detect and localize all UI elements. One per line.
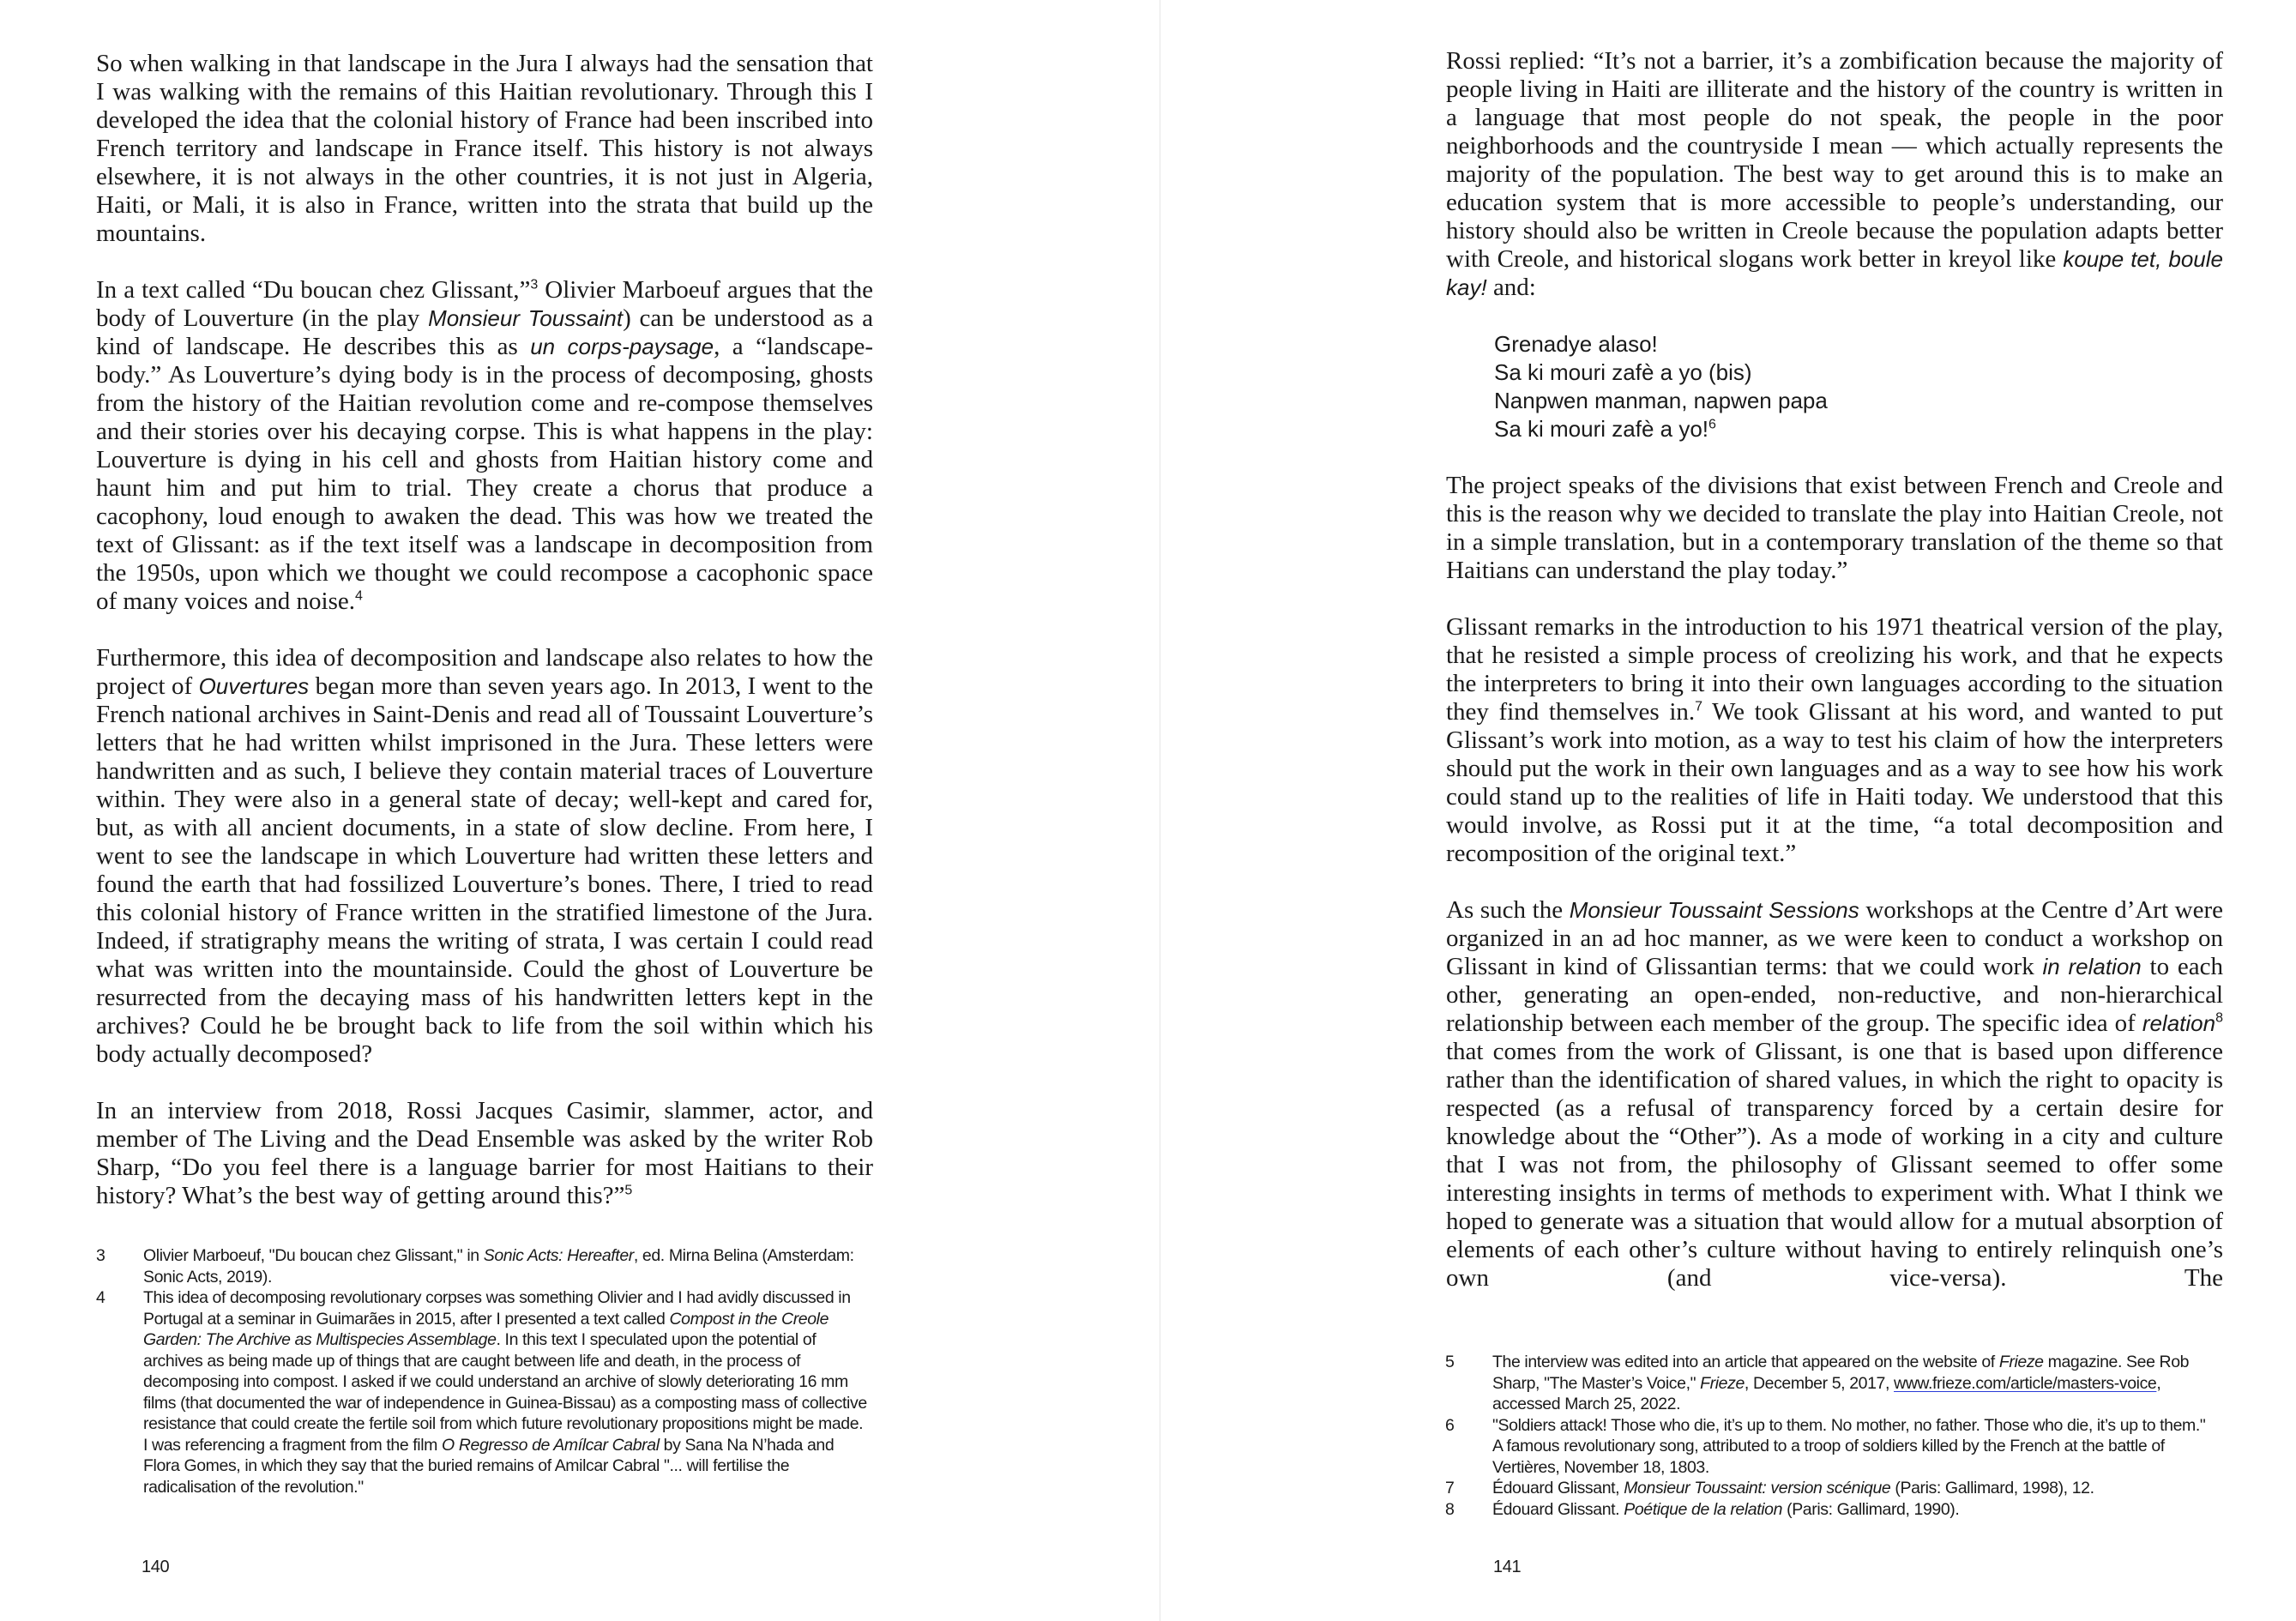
paragraph	[96, 1097, 873, 1210]
footnote	[1445, 1478, 2217, 1499]
text-run: This idea of decomposing revolutionary corpses was something Olivier and I had avidly discussed in Portugal at a seminar in Guimarães in 2015, after I presented a text called	[143, 1288, 851, 1329]
paragraphs-after-song	[1446, 472, 2223, 1293]
footnote	[1445, 1415, 2217, 1479]
footnote-number: 7	[1445, 1479, 1455, 1497]
footnote-text	[143, 1245, 868, 1287]
text-run: ) can be understood as a kind of landscape. He describes this as	[96, 304, 873, 360]
text-run: Édouard Glissant,	[1492, 1479, 1624, 1497]
text-run: began more than seven years ago. In 2013, I went to the French national archives in Saint-Denis and read all of Toussaint Louverture’s letters that he had written whilst imprisoned in the Jura. These letters were handwritten and as such, I believe they contain material traces of Louverture within. They were also in a general state of decay; well-kept and cared for, but, as with all ancient documents, in a state of slow decline. From here, I went to see the landscape in which Louverture had written these letters and found the earth that had fossilized Louverture’s bones. There, I tried to read this colonial history of France written in the stratified limestone of the Jura. Indeed, if stratigraphy means the writing of strata, I was certain I could read what was written into the mountainside. Could the ghost of Louverture be resurrected from the decaying mass of his handwritten letters kept in the archives? Could he be brought back to life from the soil within which his body actually decomposed?	[96, 672, 873, 1068]
text-run: The interview was edited into an article that appeared on the website of	[1492, 1353, 1999, 1371]
footnote	[96, 1245, 868, 1287]
left-body-text	[96, 50, 873, 1238]
text-run: to each other, generating an open-ended, non-reductive, and non-hierarchical relationship between each member of the group. The specific idea of	[1446, 953, 2224, 1037]
footnote-text	[1492, 1478, 2217, 1499]
song-line-text: Sa ki mouri zafè a yo!	[1494, 416, 1708, 442]
text-run: We took Glissant at his word, and wanted to put Glissant’s work into motion, as a way to test his claim of how the interpreters should put the work in their own languages and as a way to see how his work could stand up to the realities of life in Haiti today. We understood that this would involve, as Rossi put it at the time, “a total decomposition and recomposition of the original text.”	[1446, 698, 2223, 867]
song-line: Sa ki mouri zafè a yo (bis)	[1494, 359, 1752, 385]
footnote-text	[1492, 1415, 2217, 1479]
text-run: (Paris: Gallimard, 1990).	[1782, 1499, 1960, 1519]
song-lyrics	[1446, 330, 2223, 443]
text-run: (Paris: Gallimard, 1998), 12.	[1890, 1479, 2094, 1497]
text-run: and:	[1486, 274, 1536, 301]
text-run: The project speaks of the divisions that exist between French and Creole and this is the reason why we decided to translate the play into Haitian Creole, not in a simple translation, but in a contemporary translation of the theme so that Haitians can understand the play today.”	[1446, 472, 2224, 584]
italic-text: relation	[2142, 1010, 2216, 1036]
italic-text: Compost in the Creole Garden: The Archive as Multispecies Assemblage	[143, 1309, 829, 1349]
italic-text: Ouvertures	[198, 673, 310, 699]
text-run: "Soldiers attack! Those who die, it’s up to them. No mother, no father. Those who die, it’s up to them." A famous revolutionary song, attributed to a troop of soldiers killed by the French at the battle of Vertières, November 18, 1803.	[1492, 1415, 2206, 1477]
text-run: that comes from the work of Glissant, is one that is based upon difference rather than the identification of shared values, in which the right to opacity is respected (as a refusal of transparency forced by a certain desire for knowledge about the “Other”). As a mode of working in a city and culture that I was not from, the philosophy of Glissant seemed to offer some interesting insights in terms of methods to experiment with. What I think we hoped to generate was a situation that would allow for a mutual absorption of elements of each other’s culture without having to entirely relinquish one’s own (and vice-versa). The	[1446, 1038, 2223, 1292]
paragraph	[96, 644, 873, 1069]
paragraph	[1446, 472, 2223, 585]
footnote-number: 3	[96, 1246, 105, 1265]
right-footnotes	[1445, 1352, 2217, 1520]
footnote-number: 8	[1445, 1499, 1455, 1519]
paragraph	[1446, 896, 2223, 1293]
footnote-ref[interactable]: 5	[624, 1183, 633, 1198]
text-run: , accessed March 25, 2022.	[1492, 1373, 2161, 1413]
text-run: magazine. See Rob Sharp, "The Master’s Voice,"	[1492, 1353, 2190, 1393]
footnote-text	[1492, 1352, 2217, 1415]
paragraphs-before-song	[1446, 47, 2223, 302]
footnote	[1445, 1352, 2217, 1415]
italic-text: O Regresso de Amílcar Cabral	[442, 1435, 660, 1455]
page-number-right: 141	[1493, 1558, 1522, 1576]
text-run: workshops at the Centre d’Art were organized in an ad hoc manner, as we were keen to conduct a workshop on Glissant in kind of Glissantian terms: that we could work	[1446, 896, 2223, 980]
footnote-number: 5	[1445, 1353, 1455, 1371]
song-line: Nanpwen manman, napwen papa	[1494, 388, 1828, 413]
paragraph	[96, 276, 873, 616]
footnote-ref[interactable]: 7	[1695, 699, 1703, 714]
text-run: , December 5, 2017,	[1744, 1373, 1895, 1393]
text-run: As such the	[1446, 896, 1570, 924]
footnote-ref[interactable]: 4	[355, 588, 363, 604]
footnote-ref[interactable]: 6	[1708, 417, 1716, 432]
text-run: Glissant remarks in the introduction to his 1971 theatrical version of the play, that he resisted a simple process of creolizing his work, and that he expects the interpreters to bring it into their own languages according to the situation they find themselves in.	[1446, 613, 2223, 726]
text-run: , ed. Mirna Belina (Amsterdam: Sonic Acts, 2019).	[143, 1246, 854, 1287]
text-run: Olivier Marboeuf argues that the body of Louverture (in the play	[96, 276, 873, 332]
text-run: In a text called “Du boucan chez Glissant,”	[96, 276, 531, 304]
page-number-left: 140	[142, 1558, 170, 1576]
left-footnotes	[96, 1245, 868, 1497]
paragraph	[1446, 613, 2223, 868]
text-run: Furthermore, this idea of decomposition and landscape also relates to how the project of	[96, 644, 873, 700]
footnote-number: 4	[96, 1288, 105, 1307]
paragraph	[96, 50, 873, 248]
footnote-text	[1492, 1499, 2217, 1521]
footnote	[1445, 1499, 2217, 1521]
footnote-ref[interactable]: 3	[530, 277, 539, 292]
italic-text: koupe tet, boule kay!	[1446, 246, 2223, 300]
italic-text: Frieze	[1700, 1373, 1745, 1393]
text-run: Édouard Glissant.	[1492, 1499, 1624, 1519]
footnote	[96, 1287, 868, 1497]
url-link[interactable]: www.frieze.com/article/masters-voice	[1894, 1373, 2157, 1393]
footnote-number: 6	[1445, 1415, 1455, 1435]
text-run: So when walking in that landscape in the Jura I always had the sensation that I was walking with the remains of this Haitian revolutionary. Through this I developed the idea that the colonial history of France had been inscribed into French territory and landscape in France itself. This history is not always elsewhere, it is not always in the other countries, it is not just in Algeria, Haiti, or Mali, it is also in France, written into the strata that build up the mountains.	[96, 50, 873, 247]
song-line	[1494, 415, 2223, 443]
right-body-text	[1446, 47, 2223, 1321]
italic-text: Sonic Acts: Hereafter	[483, 1246, 634, 1265]
italic-text: in relation	[2042, 954, 2142, 979]
italic-text: un corps-paysage	[530, 334, 714, 359]
text-run: In an interview from 2018, Rossi Jacques Casimir, slammer, actor, and member of The Living and the Dead Ensemble was asked by the writer Rob Sharp, “Do you feel there is a language barrier for most Haitians to their history? What’s the best way of getting around this?”	[96, 1097, 873, 1209]
text-run: Olivier Marboeuf, "Du boucan chez Glissant," in	[143, 1246, 484, 1265]
italic-text: Monsieur Toussaint	[428, 305, 624, 331]
text-run: Rossi replied: “It’s not a barrier, it’s a zombification because the majority of people living in Haiti are illiterate and the history of the country is written in a language that most people do not speak, the people in the poor neighborhoods and the countryside I mean — which actually represents the majority of the population. The best way to get around this is to make an education system that is more accessible to people’s understanding, our history should also be written in Creole because the population adapts better with Creole, and historical slogans work better in kreyol like	[1446, 47, 2223, 273]
text-run: , a “landscape-body.” As Louverture’s dying body is in the process of decomposing, ghosts from the history of the Haitian revolution come and re-compose themselves and their stories over his decaying corpse. This is what happens in the play: Louverture is dying in his cell and ghosts from Haitian history come and haunt him and put him to trial. They create a chorus that produce a cacophony, loud enough to awaken the dead. This was how we treated the text of Glissant: as if the text itself was a landscape in decomposition from the 1950s, upon which we thought we could recompose a cacophonic space of many voices and noise.	[96, 333, 873, 615]
italic-text: Frieze	[1998, 1353, 2044, 1371]
italic-text: Monsieur Toussaint: version scénique	[1624, 1479, 1891, 1497]
footnote-text	[143, 1287, 868, 1497]
text-run: by Sana Na N’hada and Flora Gomes, in which they say that the buried remains of Amilcar Cabral "... will fertilise the radicalisation of the revolution."	[143, 1435, 835, 1497]
footnote-ref[interactable]: 8	[2215, 1010, 2223, 1026]
italic-text: Poétique de la relation	[1624, 1499, 1783, 1519]
song-line: Grenadye alaso!	[1494, 331, 1658, 357]
italic-text: Monsieur Toussaint Sessions	[1569, 897, 1859, 923]
text-run: . In this text I speculated upon the potential of archives as being made up of things that are caught between life and death, in the process of decomposing into compost. I asked if we could understand an archive of slowly deteriorating 16 mm films (that documented the war of independence in Guinea-Bissau) as a composting mass of collective resistance that could create the fertile soil from which future revolutionary propositions might be made. I was referencing a fragment from the film	[143, 1330, 867, 1455]
paragraph	[1446, 47, 2223, 302]
